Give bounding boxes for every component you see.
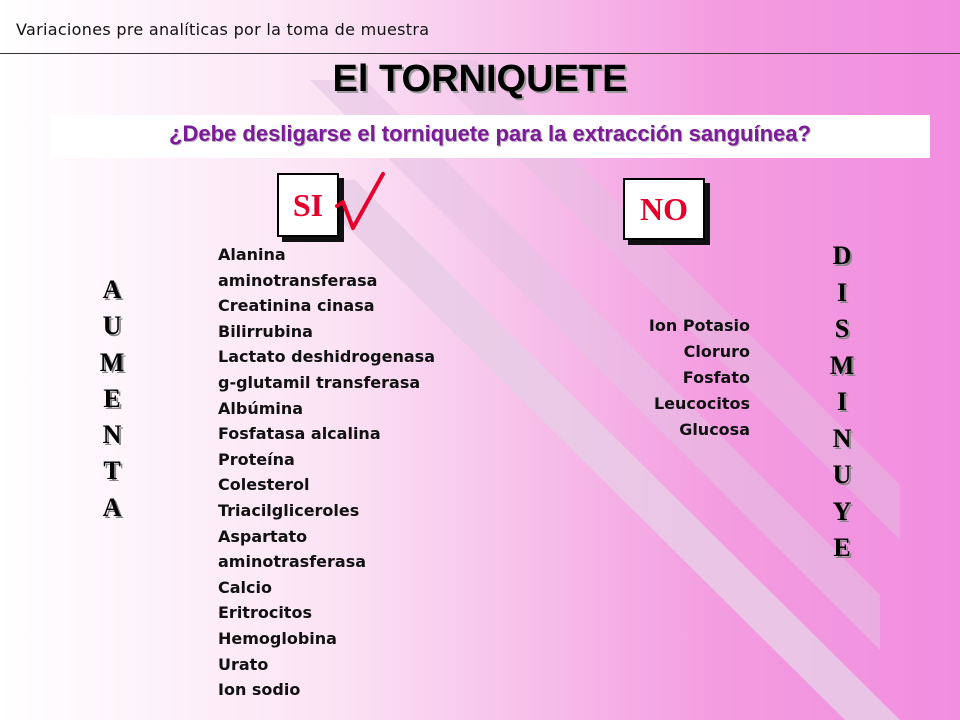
disminuye-letter: U: [832, 460, 852, 489]
no-label: NO: [640, 190, 688, 227]
si-label: SI: [292, 186, 324, 223]
disminuye-list: [580, 313, 750, 443]
si-box: [277, 173, 339, 237]
slide-subtitle: Variaciones pre analíticas por la toma de muestra: [16, 20, 430, 39]
list-item: Aspartato: [218, 526, 308, 546]
list-item: aminotrasferasa: [218, 552, 367, 572]
aumenta-vertical-label: [92, 272, 132, 526]
list-item: g-glutamil transferasa: [218, 372, 421, 392]
list-item: Urato: [218, 654, 269, 674]
list-item: Alanina: [218, 245, 286, 264]
disminuye-vertical-label: [822, 238, 862, 567]
aumenta-letter: A: [102, 492, 122, 522]
question-text: ¿Debe desligarse el torniquete para la extracción sanguínea?: [169, 121, 811, 146]
aumenta-letter: N: [102, 420, 122, 450]
list-item: Creatinina cinasa: [218, 296, 375, 316]
aumenta-letter: E: [103, 383, 121, 413]
list-item: Fosfatasa alcalina: [218, 424, 381, 444]
list-item: Calcio: [218, 577, 272, 597]
list-item: Hemoglobina: [218, 628, 337, 648]
list-item: Ion sodio: [218, 680, 301, 700]
disminuye-letter: I: [836, 277, 848, 307]
list-item: Colesterol: [218, 475, 310, 495]
check-mark-icon: [333, 170, 393, 240]
list-item: Albúmina: [218, 398, 304, 418]
disminuye-letter: E: [833, 533, 851, 562]
no-box: [623, 178, 705, 240]
aumenta-list: [218, 242, 435, 703]
disminuye-letter: D: [832, 241, 852, 270]
disminuye-letter: Y: [832, 496, 852, 526]
disminuye-letter: I: [836, 387, 848, 416]
disminuye-letter: M: [829, 350, 855, 380]
list-item: Bilirrubina: [218, 321, 313, 341]
aumenta-letter: A: [102, 275, 122, 304]
header-divider: [0, 53, 960, 54]
list-item: Triacilgliceroles: [218, 500, 360, 520]
list-item: Proteína: [218, 449, 295, 469]
list-item: Lactato deshidrogenasa: [218, 347, 435, 367]
disminuye-letter: N: [832, 423, 852, 453]
page-title: El TORNIQUETE: [332, 58, 628, 100]
disminuye-letter: S: [834, 314, 850, 343]
aumenta-letter: M: [99, 347, 125, 377]
list-item: Ion Potasio: [648, 316, 750, 335]
list-item: Fosfato: [682, 368, 750, 387]
list-item: Leucocitos: [653, 394, 750, 413]
aumenta-letter: U: [102, 311, 122, 341]
list-item: Eritrocitos: [218, 603, 312, 623]
aumenta-letter: T: [103, 456, 121, 486]
list-item: Cloruro: [683, 342, 750, 361]
list-item: aminotransferasa: [218, 270, 378, 290]
list-item: Glucosa: [679, 420, 750, 439]
